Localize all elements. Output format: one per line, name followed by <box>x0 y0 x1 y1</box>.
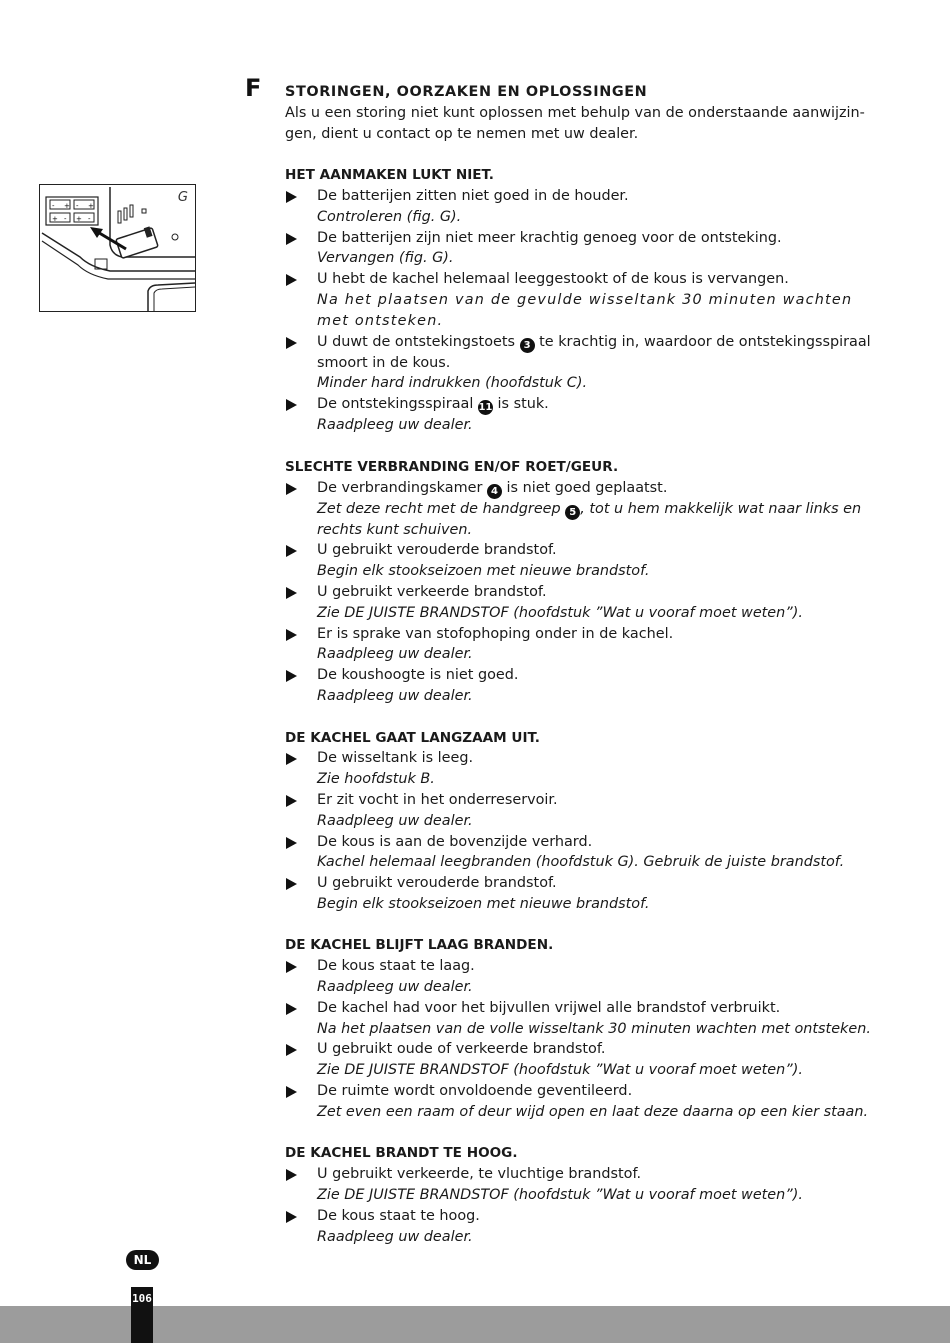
page-number: 106 <box>132 1292 152 1305</box>
list-item <box>285 1206 875 1248</box>
part-number-badge: 3 <box>520 338 535 353</box>
triangle-bullet-icon <box>286 399 297 411</box>
solution-text: Raadpleeg uw dealer. <box>317 979 473 996</box>
svg-text:+: + <box>64 202 70 210</box>
list-item <box>285 582 875 624</box>
solution-text: Na het plaatsen van de gevulde wisseltank 30 minuten wachten met ontsteken. <box>317 291 853 329</box>
triangle-bullet-icon <box>286 1044 297 1056</box>
solution-text: Zie hoofdstuk B. <box>317 771 435 788</box>
part-number-badge: 11 <box>478 402 493 414</box>
cause-text: U gebruikt verouderde brandstof. <box>317 542 557 559</box>
solution-text-part: Zet deze recht met de handgreep <box>317 500 561 517</box>
triangle-bullet-icon <box>286 337 297 349</box>
svg-text:-: - <box>52 202 55 210</box>
svg-text:-: - <box>88 215 91 223</box>
list-item <box>285 540 875 582</box>
list-item <box>285 665 875 707</box>
solution-text: Zie DE JUISTE BRANDSTOF (hoofdstuk ”Wat u vooraf moet weten”). <box>317 604 803 621</box>
group-poor-combustion <box>285 457 875 707</box>
section-title: STORINGEN, OORZAKEN EN OPLOSSINGEN <box>285 84 648 100</box>
list-item <box>285 186 875 228</box>
part-number-badge: 5 <box>565 505 580 520</box>
troubleshooting-content <box>285 82 875 1247</box>
list-item <box>285 790 875 832</box>
cause-text: Er is sprake van stofophoping onder in de kachel. <box>317 625 674 642</box>
cause-text: De kous staat te laag. <box>317 958 475 975</box>
group-title: DE KACHEL BRANDT TE HOOG. <box>285 1145 518 1162</box>
cause-text-part: De ontstekingsspiraal <box>317 396 474 413</box>
section-intro <box>285 103 875 145</box>
cause-text: De wisseltank is leeg. <box>317 750 474 767</box>
cause-text-part: is stuk. <box>497 396 549 413</box>
svg-text:-: - <box>76 202 79 210</box>
cause-text: U gebruikt oude of verkeerde brandstof. <box>317 1041 606 1058</box>
svg-text:+: + <box>52 215 58 223</box>
group-burns-high <box>285 1143 875 1247</box>
intro-line: gen, dient u contact op te nemen met uw dealer. <box>285 125 639 142</box>
battery-holder-figure <box>39 184 196 312</box>
cause-text <box>317 394 875 415</box>
list-item <box>285 332 875 395</box>
list-item <box>285 624 875 666</box>
list-item <box>285 269 875 331</box>
cause-text: De kous staat te hoog. <box>317 1207 480 1224</box>
solution-text: Zie DE JUISTE BRANDSTOF (hoofdstuk ”Wat u vooraf moet weten”). <box>317 1062 803 1079</box>
cause-text-part: is niet goed geplaatst. <box>506 479 668 496</box>
triangle-bullet-icon <box>286 191 297 203</box>
solution-text: Raadpleeg uw dealer. <box>317 1228 473 1245</box>
list-item <box>285 1164 875 1206</box>
triangle-bullet-icon <box>286 483 297 495</box>
cause-text <box>317 332 875 374</box>
group-title: DE KACHEL BLIJFT LAAG BRANDEN. <box>285 937 554 954</box>
triangle-bullet-icon <box>286 1211 297 1223</box>
triangle-bullet-icon <box>286 795 297 807</box>
list-item <box>285 394 875 436</box>
solution-text: Vervangen (fig. G). <box>317 250 454 267</box>
section-letter: F <box>245 74 262 102</box>
list-item <box>285 478 875 541</box>
cause-text: Er zit vocht in het onderreservoir. <box>317 791 558 808</box>
cause-text: De kous is aan de bovenzijde verhard. <box>317 833 593 850</box>
cause-text-part: De verbrandingskamer <box>317 479 483 496</box>
list-item <box>285 998 875 1040</box>
cause-text: U gebruikt verkeerde, te vluchtige brandstof. <box>317 1166 642 1183</box>
solution-text: Begin elk stookseizoen met nieuwe brandstof. <box>317 563 650 580</box>
group-slowly-extinguishes <box>285 728 875 915</box>
triangle-bullet-icon <box>286 1086 297 1098</box>
part-number-badge: 4 <box>487 484 502 499</box>
solution-text-part: , tot u hem makkelijk wat naar links en rechts kunt schuiven. <box>317 500 862 538</box>
group-title: DE KACHEL GAAT LANGZAAM UIT. <box>285 729 540 746</box>
solution-text: Controleren (fig. G). <box>317 208 462 225</box>
solution-text: Kachel helemaal leegbranden (hoofdstuk G). Gebruik de juiste brandstof. <box>317 854 845 871</box>
solution-text: Raadpleeg uw dealer. <box>317 812 473 829</box>
solution-text: Na het plaatsen van de volle wisseltank 30 minuten wachten met ontsteken. <box>317 1020 871 1037</box>
list-item <box>285 228 875 270</box>
triangle-bullet-icon <box>286 587 297 599</box>
triangle-bullet-icon <box>286 629 297 641</box>
triangle-bullet-icon <box>286 670 297 682</box>
list-item <box>285 1039 875 1081</box>
list-item <box>285 832 875 874</box>
cause-text: De koushoogte is niet goed. <box>317 667 519 684</box>
language-badge: NL <box>126 1250 159 1270</box>
list-item <box>285 748 875 790</box>
cause-text-part: te krachtig in, waardoor de ontstekingsspiraal smoort in de kous. <box>317 333 871 371</box>
solution-text: Raadpleeg uw dealer. <box>317 417 473 434</box>
solution-text: Zie DE JUISTE BRANDSTOF (hoofdstuk ”Wat u vooraf moet weten”). <box>317 1187 803 1204</box>
solution-text: Zet even een raam of deur wijd open en laat deze daarna op een kier staan. <box>317 1103 869 1120</box>
group-title: HET AANMAKEN LUKT NIET. <box>285 167 494 184</box>
group-burns-low <box>285 935 875 1122</box>
svg-text:+: + <box>88 202 94 210</box>
battery-holder-illustration <box>40 185 195 311</box>
cause-text: U hebt de kachel helemaal leeggestookt of de kous is vervangen. <box>317 271 789 288</box>
solution-text: Raadpleeg uw dealer. <box>317 687 473 704</box>
figure-label: G <box>177 190 188 205</box>
cause-text: De ruimte wordt onvoldoende geventileerd. <box>317 1083 633 1100</box>
svg-text:-: - <box>64 215 67 223</box>
triangle-bullet-icon <box>286 545 297 557</box>
solution-text: Raadpleeg uw dealer. <box>317 646 473 663</box>
solution-text: Minder hard indrukken (hoofdstuk C). <box>317 375 588 392</box>
triangle-bullet-icon <box>286 1169 297 1181</box>
cause-text <box>317 478 875 499</box>
triangle-bullet-icon <box>286 878 297 890</box>
solution-text <box>317 499 875 541</box>
cause-text-part: U duwt de ontstekingstoets <box>317 333 515 350</box>
triangle-bullet-icon <box>286 753 297 765</box>
cause-text: U gebruikt verkeerde brandstof. <box>317 583 547 600</box>
list-item <box>285 956 875 998</box>
triangle-bullet-icon <box>286 233 297 245</box>
group-ignition-fails <box>285 165 875 436</box>
cause-text: De batterijen zijn niet meer krachtig genoeg voor de ontsteking. <box>317 229 782 246</box>
cause-text: De batterijen zitten niet goed in de houder. <box>317 187 629 204</box>
intro-line: Als u een storing niet kunt oplossen met behulp van de onderstaande aanwijzin- <box>285 104 865 121</box>
cause-text: U gebruikt verouderde brandstof. <box>317 875 557 892</box>
group-title: SLECHTE VERBRANDING EN/OF ROET/GEUR. <box>285 458 619 475</box>
triangle-bullet-icon <box>286 961 297 973</box>
triangle-bullet-icon <box>286 1003 297 1015</box>
list-item <box>285 1081 875 1123</box>
solution-text: Begin elk stookseizoen met nieuwe brandstof. <box>317 895 650 912</box>
triangle-bullet-icon <box>286 274 297 286</box>
list-item <box>285 873 875 915</box>
triangle-bullet-icon <box>286 837 297 849</box>
cause-text: De kachel had voor het bijvullen vrijwel alle brandstof verbruikt. <box>317 999 781 1016</box>
svg-text:+: + <box>76 215 82 223</box>
